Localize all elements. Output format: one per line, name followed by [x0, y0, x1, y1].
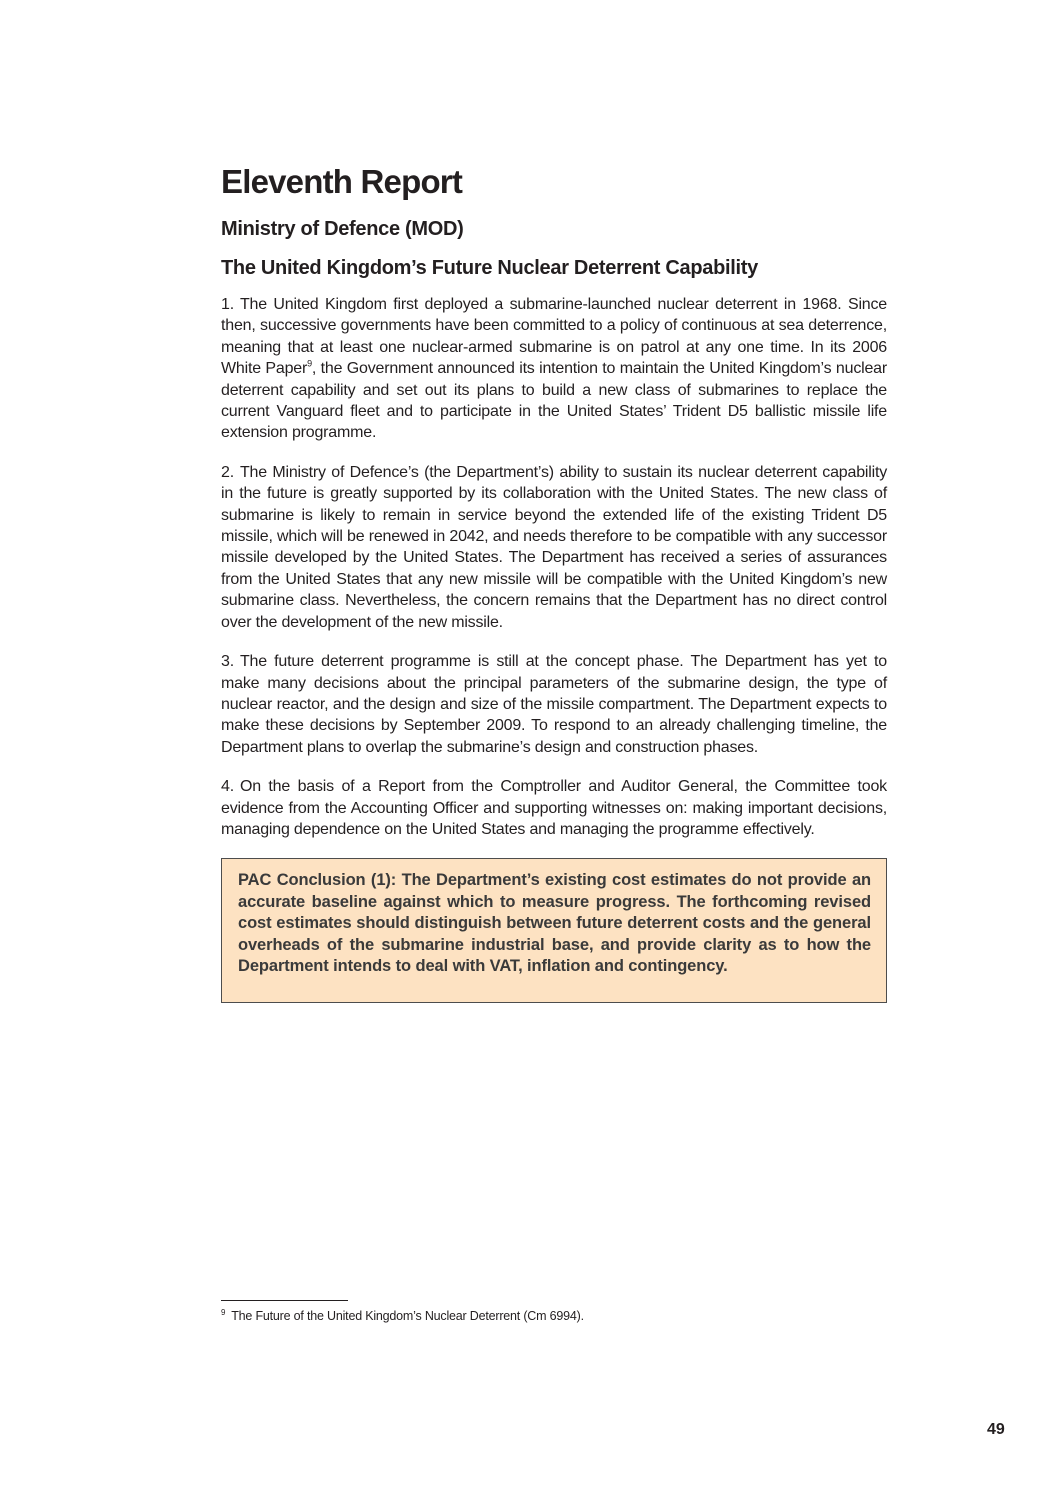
paragraph-number: 2.	[221, 463, 234, 481]
footnote-divider	[221, 1300, 348, 1301]
report-title: Eleventh Report	[221, 163, 463, 200]
pac-conclusion-box	[221, 858, 887, 1003]
report-content	[221, 160, 887, 1003]
paragraph-1	[221, 294, 887, 444]
footnote-marker: 9	[221, 1307, 226, 1317]
department-subtitle: Ministry of Defence (MOD)	[221, 218, 464, 240]
paragraph-text: , the Government announced its intention to maintain the United Kingdom’s nuclear deterrent capability and set out its plans to build a new class of submarines to replace the current Vanguard fleet and to participate in the United States’ Trident D5 ballistic missile life extension programme.	[221, 360, 887, 442]
paragraph-text: The future deterrent programme is still at the concept phase. The Department has yet to make many decisions about the principal parameters of the submarine design, the type of nuclear reactor, and the design and size of the missile compartment. The Department expects to make these decisions by September 2009. To respond to an already challenging timeline, the Department plans to overlap the submarine’s design and construction phases.	[221, 653, 887, 756]
paragraph-2	[221, 462, 887, 633]
paragraph-number: 1.	[221, 296, 234, 313]
paragraph-text: On the basis of a Report from the Comptroller and Auditor General, the Committee took evidence from the Accounting Officer and supporting witnesses on: making important decisions, managing dependence on the United States and managing the programme effectively.	[221, 778, 887, 838]
page-number: 49	[987, 1421, 1005, 1438]
paragraph-text: The United Kingdom first deployed a submarine-launched nuclear deterrent in 1968. Since then, successive governments have been committed to a policy of continuous at sea deterrence, meaning that at least one nuclear-armed submarine is on patrol at any one time. In its 2006 White Paper	[221, 296, 887, 378]
footnote-text: The Future of the United Kingdom’s Nuclear Deterrent (Cm 6994).	[231, 1309, 584, 1323]
paragraph-number: 3.	[221, 653, 234, 671]
paragraph-3	[221, 651, 887, 758]
footnote-reference[interactable]: 9	[307, 358, 312, 369]
paragraph-number: 4.	[221, 778, 234, 796]
footnote	[221, 1307, 584, 1325]
pac-conclusion-text: PAC Conclusion (1): The Department’s existing cost estimates do not provide an accurate baseline against which to measure progress. The forthcoming revised cost estimates should distinguish between future deterrent costs and the general overheads of the submarine industrial base, and provide clarity as to how the Department intends to deal with VAT, inflation and contingency.	[238, 871, 871, 976]
paragraph-4	[221, 776, 887, 840]
section-title: The United Kingdom’s Future Nuclear Deterrent Capability	[221, 257, 758, 279]
paragraph-text: The Ministry of Defence’s (the Department’s) ability to sustain its nuclear deterrent capability in the future is greatly supported by its collaboration with the United States. The new class of submarine is likely to remain in service beyond the extended life of the existing Trident D5 missile, which will be renewed in 2042, and needs therefore to be compatible with any successor missile developed by the United States. The Department has received a series of assurances from the United States that any new missile will be compatible with the United Kingdom’s new submarine class. Nevertheless, the concern remains that the Department has no direct control over the development of the new missile.	[221, 463, 887, 631]
